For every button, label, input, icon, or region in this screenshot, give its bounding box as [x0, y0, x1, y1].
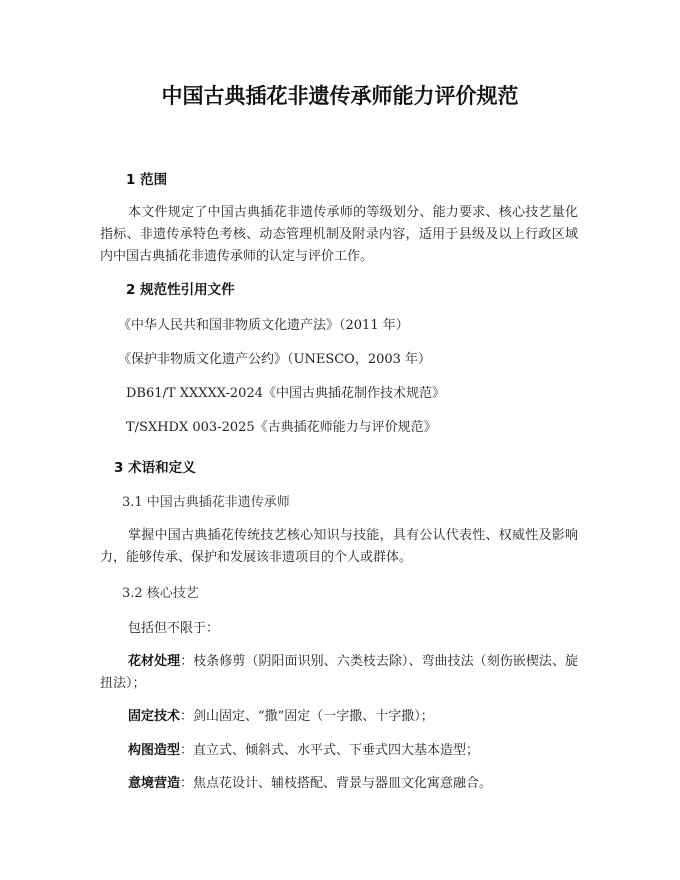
- section-1-heading: 1 范围: [126, 172, 168, 188]
- skill-label: 构图造型: [128, 743, 181, 758]
- reference-item: 《中华人民共和国非物质文化遗产法》（2011 年）: [118, 318, 409, 333]
- skill-item-fixing: [100, 706, 578, 728]
- skill-item-composition: [100, 740, 578, 762]
- reference-item: 《保护非物质文化遗产公约》（UNESCO，2003 年）: [118, 352, 432, 367]
- section-1-paragraph: 本文件规定了中国古典插花非遗传承师的等级划分、能力要求、核心技艺量化指标、非遗传承特色考核、动态管理机制及附录内容，适用于县级及以上行政区域内中国古典插花非遗传承师的认定与评价工作。: [100, 205, 578, 264]
- skill-label: 固定技术: [128, 709, 181, 724]
- skill-item-mood: [100, 773, 578, 795]
- term-3-1-heading: 3.1 中国古典插花非遗传承师: [122, 495, 290, 510]
- term-3-1-definition: 掌握中国古典插花传统技艺核心知识与技能，具有公认代表性、权威性及影响力，能够传承、保护和发展该非遗项目的个人或群体。: [100, 528, 578, 565]
- skill-label: 意境营造: [128, 776, 181, 791]
- term-3-2-intro: 包括但不限于：: [128, 621, 220, 636]
- section-3-heading: 3 术语和定义: [114, 460, 196, 476]
- skill-text: ：枝条修剪（阴阳面识别、六类枝去除）、弯曲技法（刻伤嵌楔法、旋扭法）；: [100, 654, 578, 691]
- section-2-heading: 2 规范性引用文件: [126, 282, 235, 298]
- reference-item: DB61/T XXXXX-2024《中国古典插花制作技术规范》: [126, 386, 445, 401]
- term-3-2-heading: 3.2 核心技艺: [122, 586, 199, 601]
- skill-text: ：焦点花设计、辅枝搭配、背景与器皿文化寓意融合。: [180, 776, 493, 791]
- skill-text: ：直立式、倾斜式、水平式、下垂式四大基本造型；: [180, 743, 480, 758]
- skill-text: ：剑山固定、“撒”固定（一字撒、十字撒）；: [180, 709, 434, 724]
- document-title: 中国古典插花非遗传承师能力评价规范: [161, 83, 519, 108]
- reference-item: T/SXHDX 003-2025《古典插花师能力与评价规范》: [126, 420, 437, 435]
- skill-label: 花材处理: [128, 654, 181, 669]
- skill-item-material: [100, 651, 578, 695]
